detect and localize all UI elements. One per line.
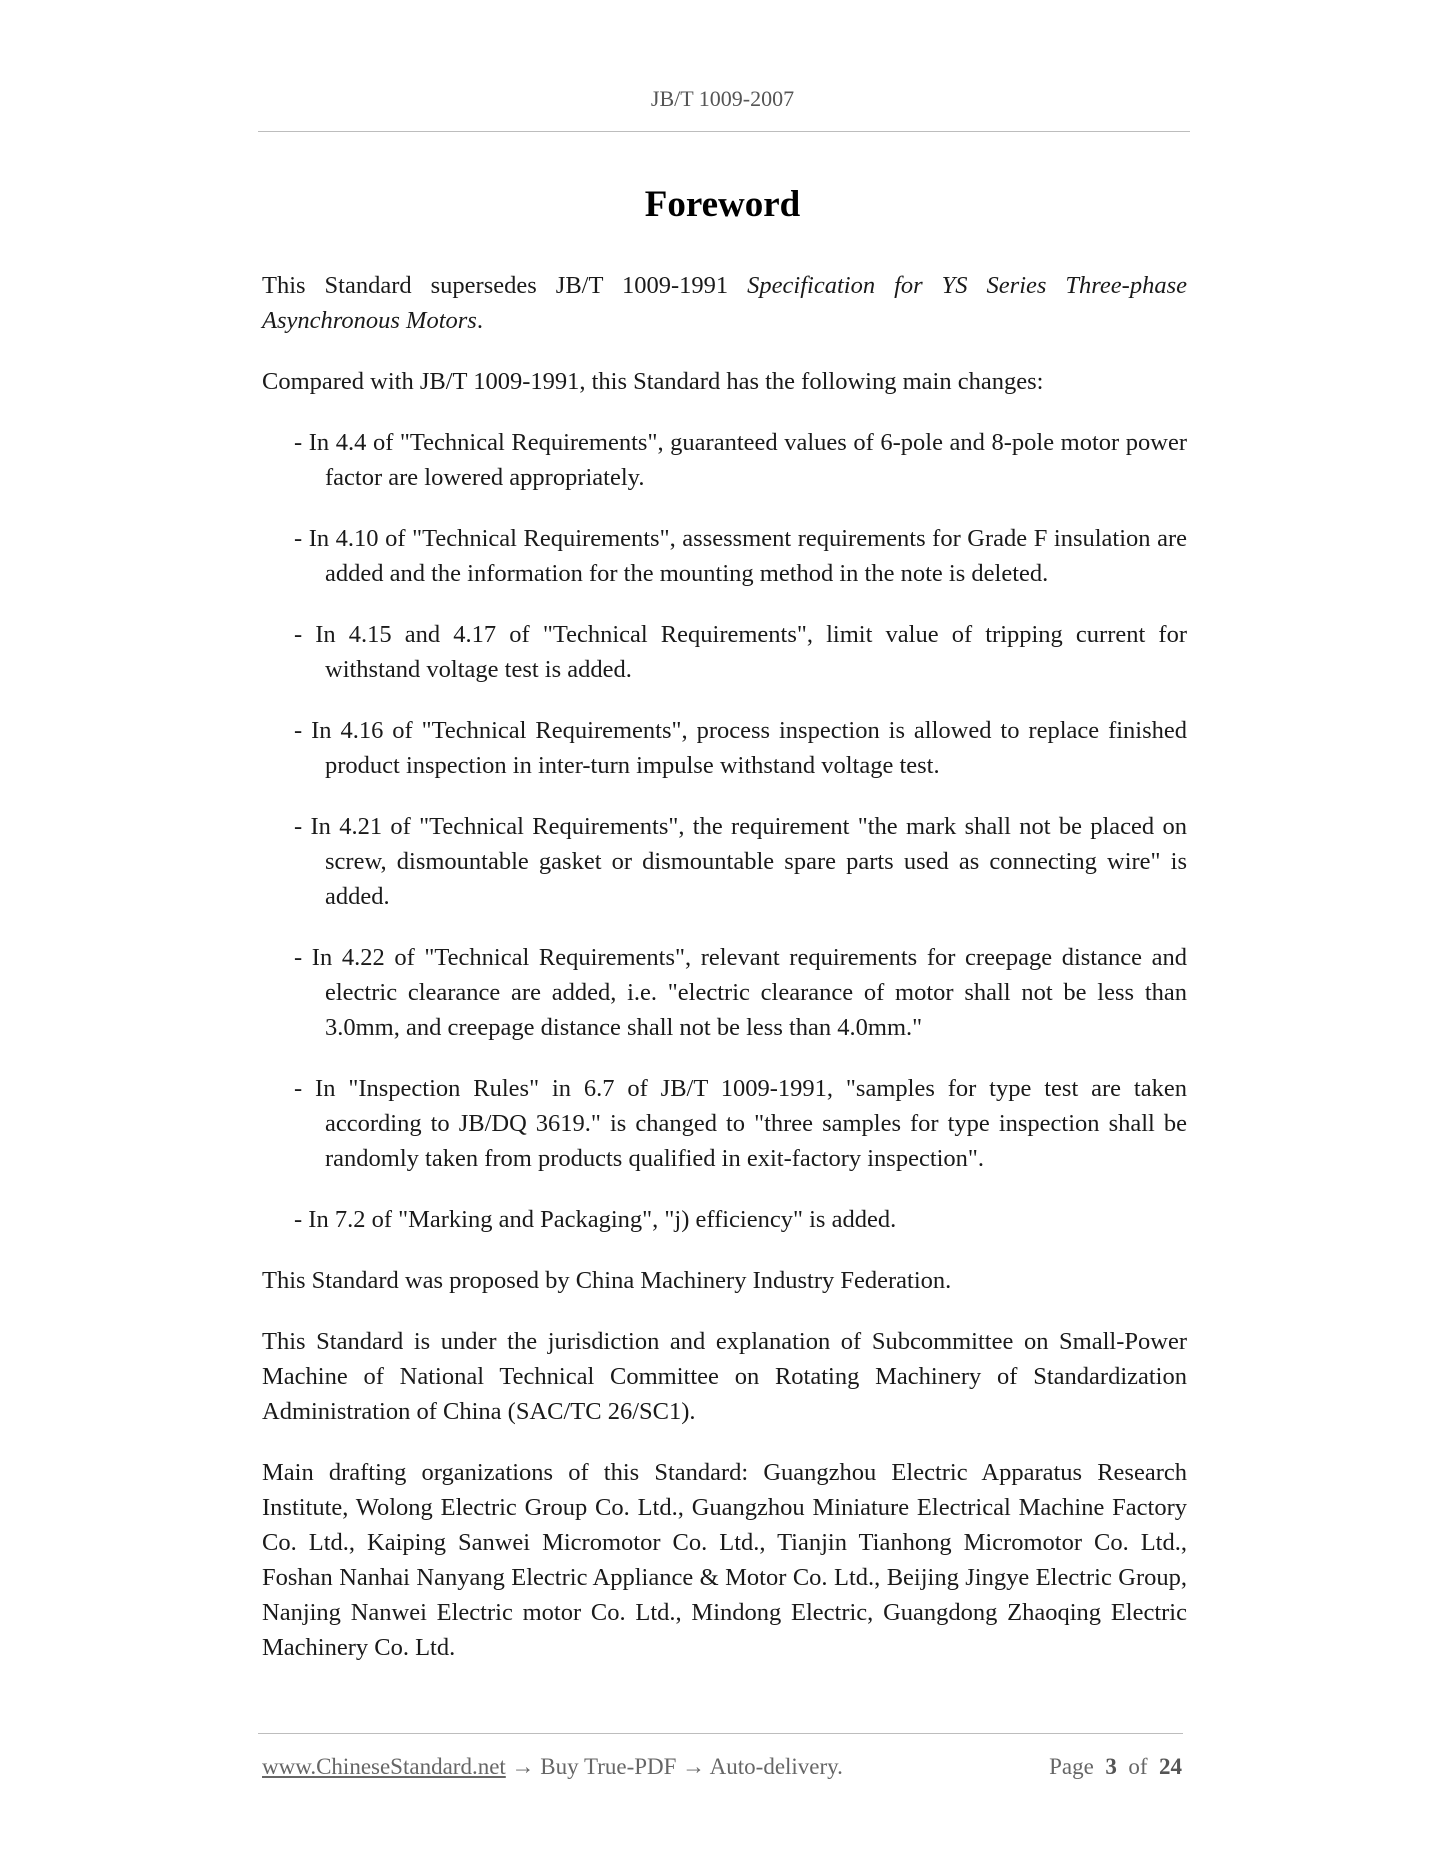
document-code-header: JB/T 1009-2007 [650, 86, 795, 111]
of-label: of [1128, 1754, 1148, 1779]
page-total: 24 [1159, 1754, 1182, 1779]
page-title: Foreword [644, 184, 801, 225]
footer-divider [258, 1733, 1183, 1734]
change-item: - In 4.21 of "Technical Requirements", the requirement "the mark shall not be placed on screw, dismountable gasket or dismountable spare parts used as connecting wire" is added. [294, 813, 1187, 910]
proposed-paragraph: This Standard was proposed by China Machinery Industry Federation. [262, 1267, 952, 1294]
jurisdiction-paragraph: This Standard is under the jurisdiction and explanation of Subcommittee on Small-Power Machine of National Technical Committee on Rotating Machinery of Standardization Administration of China (SAC/TC 26/SC1). [262, 1328, 1187, 1425]
page-number: 3 [1105, 1754, 1117, 1779]
supersedes-text: This Standard supersedes JB/T 1009-1991 [262, 272, 748, 299]
page-indicator [1049, 1754, 1182, 1780]
change-item: - In 4.22 of "Technical Requirements", relevant requirements for creepage distance and electric clearance are added, i.e. "electric clearance of motor shall not be less than 3.0mm, and creepage distance shall not be less than 4.0mm." [294, 944, 1187, 1041]
footer-tagline: → Buy True-PDF → Auto-delivery. [505, 1754, 843, 1779]
footer-promo [262, 1754, 843, 1780]
header-divider [258, 131, 1190, 132]
body-content [262, 268, 1187, 1691]
change-item: - In 4.10 of "Technical Requirements", assessment requirements for Grade F insulation are added and the information for the mounting method in the note is deleted. [294, 525, 1187, 587]
change-item: - In 7.2 of "Marking and Packaging", "j) efficiency" is added. [294, 1206, 897, 1233]
drafters-paragraph: Main drafting organizations of this Standard: Guangzhou Electric Apparatus Research Institute, Wolong Electric Group Co. Ltd., Guangzhou Miniature Electrical Machine Factory Co. Ltd., Kaiping Sanwei Micromotor Co. Ltd., Tianjin Tianhong Micromotor Co. Ltd., Foshan Nanhai Nanyang Electric Appliance & Motor Co. Ltd., Beijing Jingye Electric Group, Nanjing Nanwei Electric motor Co. Ltd., Mindong Electric, Guangdong Zhaoqing Electric Machinery Co. Ltd. [262, 1459, 1187, 1661]
change-item: - In "Inspection Rules" in 6.7 of JB/T 1009-1991, "samples for type test are taken according to JB/DQ 3619." is changed to "three samples for type inspection shall be randomly taken from products qualified in exit-factory inspection". [294, 1075, 1187, 1172]
website-link[interactable]: www.ChineseStandard.net [262, 1754, 506, 1779]
change-item: - In 4.4 of "Technical Requirements", guaranteed values of 6-pole and 8-pole motor power factor are lowered appropriately. [294, 429, 1187, 491]
change-item: - In 4.16 of "Technical Requirements", process inspection is allowed to replace finished product inspection in inter-turn impulse withstand voltage test. [294, 717, 1187, 779]
superseded-title: Specification for YS Series Three-phase Asynchronous Motors [262, 272, 1187, 334]
page-label: Page [1049, 1754, 1094, 1779]
supersedes-paragraph [262, 268, 1187, 338]
page-footer [262, 1754, 1182, 1784]
changes-intro: Compared with JB/T 1009-1991, this Standard has the following main changes: [262, 368, 1044, 395]
change-item: - In 4.15 and 4.17 of "Technical Requirements", limit value of tripping current for withstand voltage test is added. [294, 621, 1187, 683]
supersedes-end: . [476, 307, 483, 334]
